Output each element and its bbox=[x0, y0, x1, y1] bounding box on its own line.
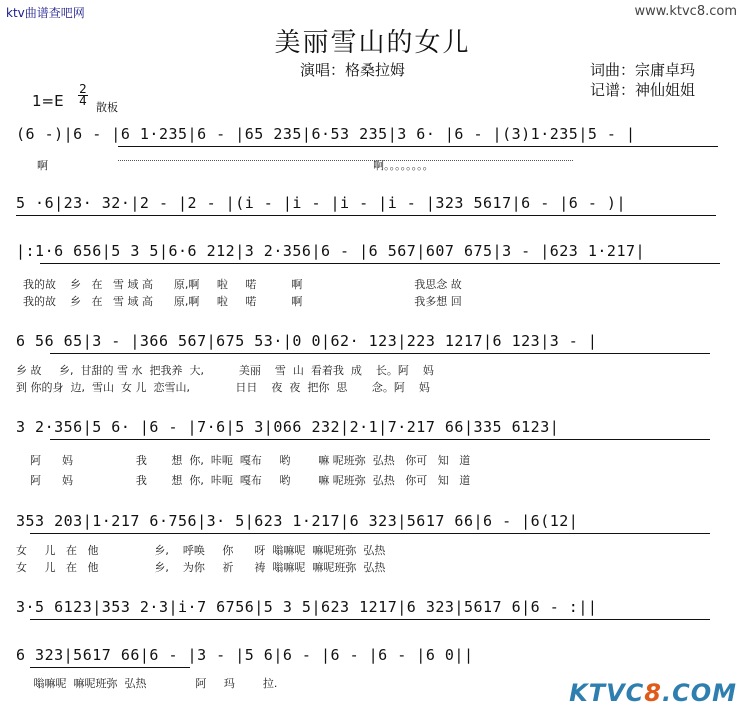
dotted-leader bbox=[118, 159, 573, 161]
watermark-logo bbox=[569, 679, 737, 707]
score-line-4: 6 56 65|3 - |366 567|675 53·|0 0|62· 123|223 1217|6 123|3 - | bbox=[16, 332, 598, 350]
lyric-line-8a: 嗡嘛呢 嘛呢班弥 弘热 阿 玛 拉. bbox=[16, 677, 278, 690]
transcriber-credit: 记谱：神仙姐姐 bbox=[590, 81, 696, 99]
lyricist-credit: 词曲：宗庸卓玛 bbox=[590, 61, 696, 79]
beam-line bbox=[16, 215, 716, 216]
lyric-line-4b: 到 你的身 边, 雪山 女 儿 恋雪山, 日日 夜 夜 把你 思 念。阿 妈 bbox=[16, 381, 430, 394]
score-line-7: 3·5 6123|353 2·3|i·7 6756|5 3 5|623 1217|6 323|5617 6|6 - :|| bbox=[16, 598, 598, 616]
watermark-mid: 8 bbox=[644, 679, 662, 707]
lyric-line-3b: 我的故 乡 在 雪 域 高 原,啊 啦 喏 啊 我多想 回 bbox=[16, 295, 462, 308]
watermark-left: KTVC bbox=[569, 679, 645, 707]
lyric-line-1a: 啊 啊。。。。。。。。 bbox=[16, 159, 434, 172]
key-signature: 1=E bbox=[32, 92, 64, 110]
lyric-line-4a: 乡 故 乡, 甘甜的 雪 水 把我养 大, 美丽 雪 山 看着我 成 长。阿 妈 bbox=[16, 364, 434, 377]
score-line-5: 3 2·356|5 6· |6 - |7·6|5 3|066 232|2·1|7·217 66|335 6123| bbox=[16, 418, 560, 436]
score-line-8: 6 323|5617 66|6 - |3 - |5 6|6 - |6 - |6 - |6 0|| bbox=[16, 646, 474, 664]
site-url: www.ktvc8.com bbox=[634, 4, 737, 19]
time-signature bbox=[78, 84, 88, 107]
beam-line bbox=[40, 263, 720, 264]
lyric-line-3a: 我的故 乡 在 雪 域 高 原,啊 啦 喏 啊 我思念 故 bbox=[16, 278, 462, 291]
beam-line bbox=[50, 439, 710, 440]
meter-top: 2 bbox=[79, 82, 87, 96]
score-line-3: |:1·6 656|5 3 5|6·6 212|3 2·356|6 - |6 567|607 675|3 - |623 1·217| bbox=[16, 242, 646, 260]
singer-credit: 演唱：格桑拉姆 bbox=[300, 61, 406, 79]
beam-line bbox=[30, 619, 710, 620]
tempo-mark: 散板 bbox=[96, 101, 118, 114]
beam-line bbox=[30, 667, 190, 668]
beam-line bbox=[30, 533, 710, 534]
lyric-line-6a: 女 儿 在 他 乡, 呼唤 你 呀 嗡嘛呢 嘛呢班弥 弘热 bbox=[16, 544, 386, 557]
song-title: 美丽雪山的女儿 bbox=[274, 28, 471, 58]
meter-bottom: 4 bbox=[79, 94, 87, 108]
beam-line bbox=[118, 146, 718, 147]
score-line-1: (6 -)|6 - |6 1·235|6 - |65 235|6·53 235|3 6· |6 - |(3)1·235|5 - | bbox=[16, 125, 636, 143]
lyric-line-5a: 阿 妈 我 想 你, 咔呃 嘎布 哟 嘛 呢班弥 弘热 你可 知 道 bbox=[16, 454, 471, 467]
score-line-2: 5 ·6|23· 32·|2 - |2 - |(i - |i - |i - |i - |323 5617|6 - |6 - )| bbox=[16, 194, 626, 212]
site-name: ktv曲谱查吧网 bbox=[6, 6, 85, 20]
score-line-6: 353 203|1·217 6·756|3· 5|623 1·217|6 323|5617 66|6 - |6(12| bbox=[16, 512, 579, 530]
beam-line bbox=[50, 353, 710, 354]
watermark-right: .COM bbox=[661, 679, 737, 707]
lyric-line-5b: 阿 妈 我 想 你, 咔呃 嘎布 哟 嘛 呢班弥 弘热 你可 知 道 bbox=[16, 474, 471, 487]
lyric-line-6b: 女 儿 在 他 乡, 为你 祈 祷 嗡嘛呢 嘛呢班弥 弘热 bbox=[16, 561, 386, 574]
